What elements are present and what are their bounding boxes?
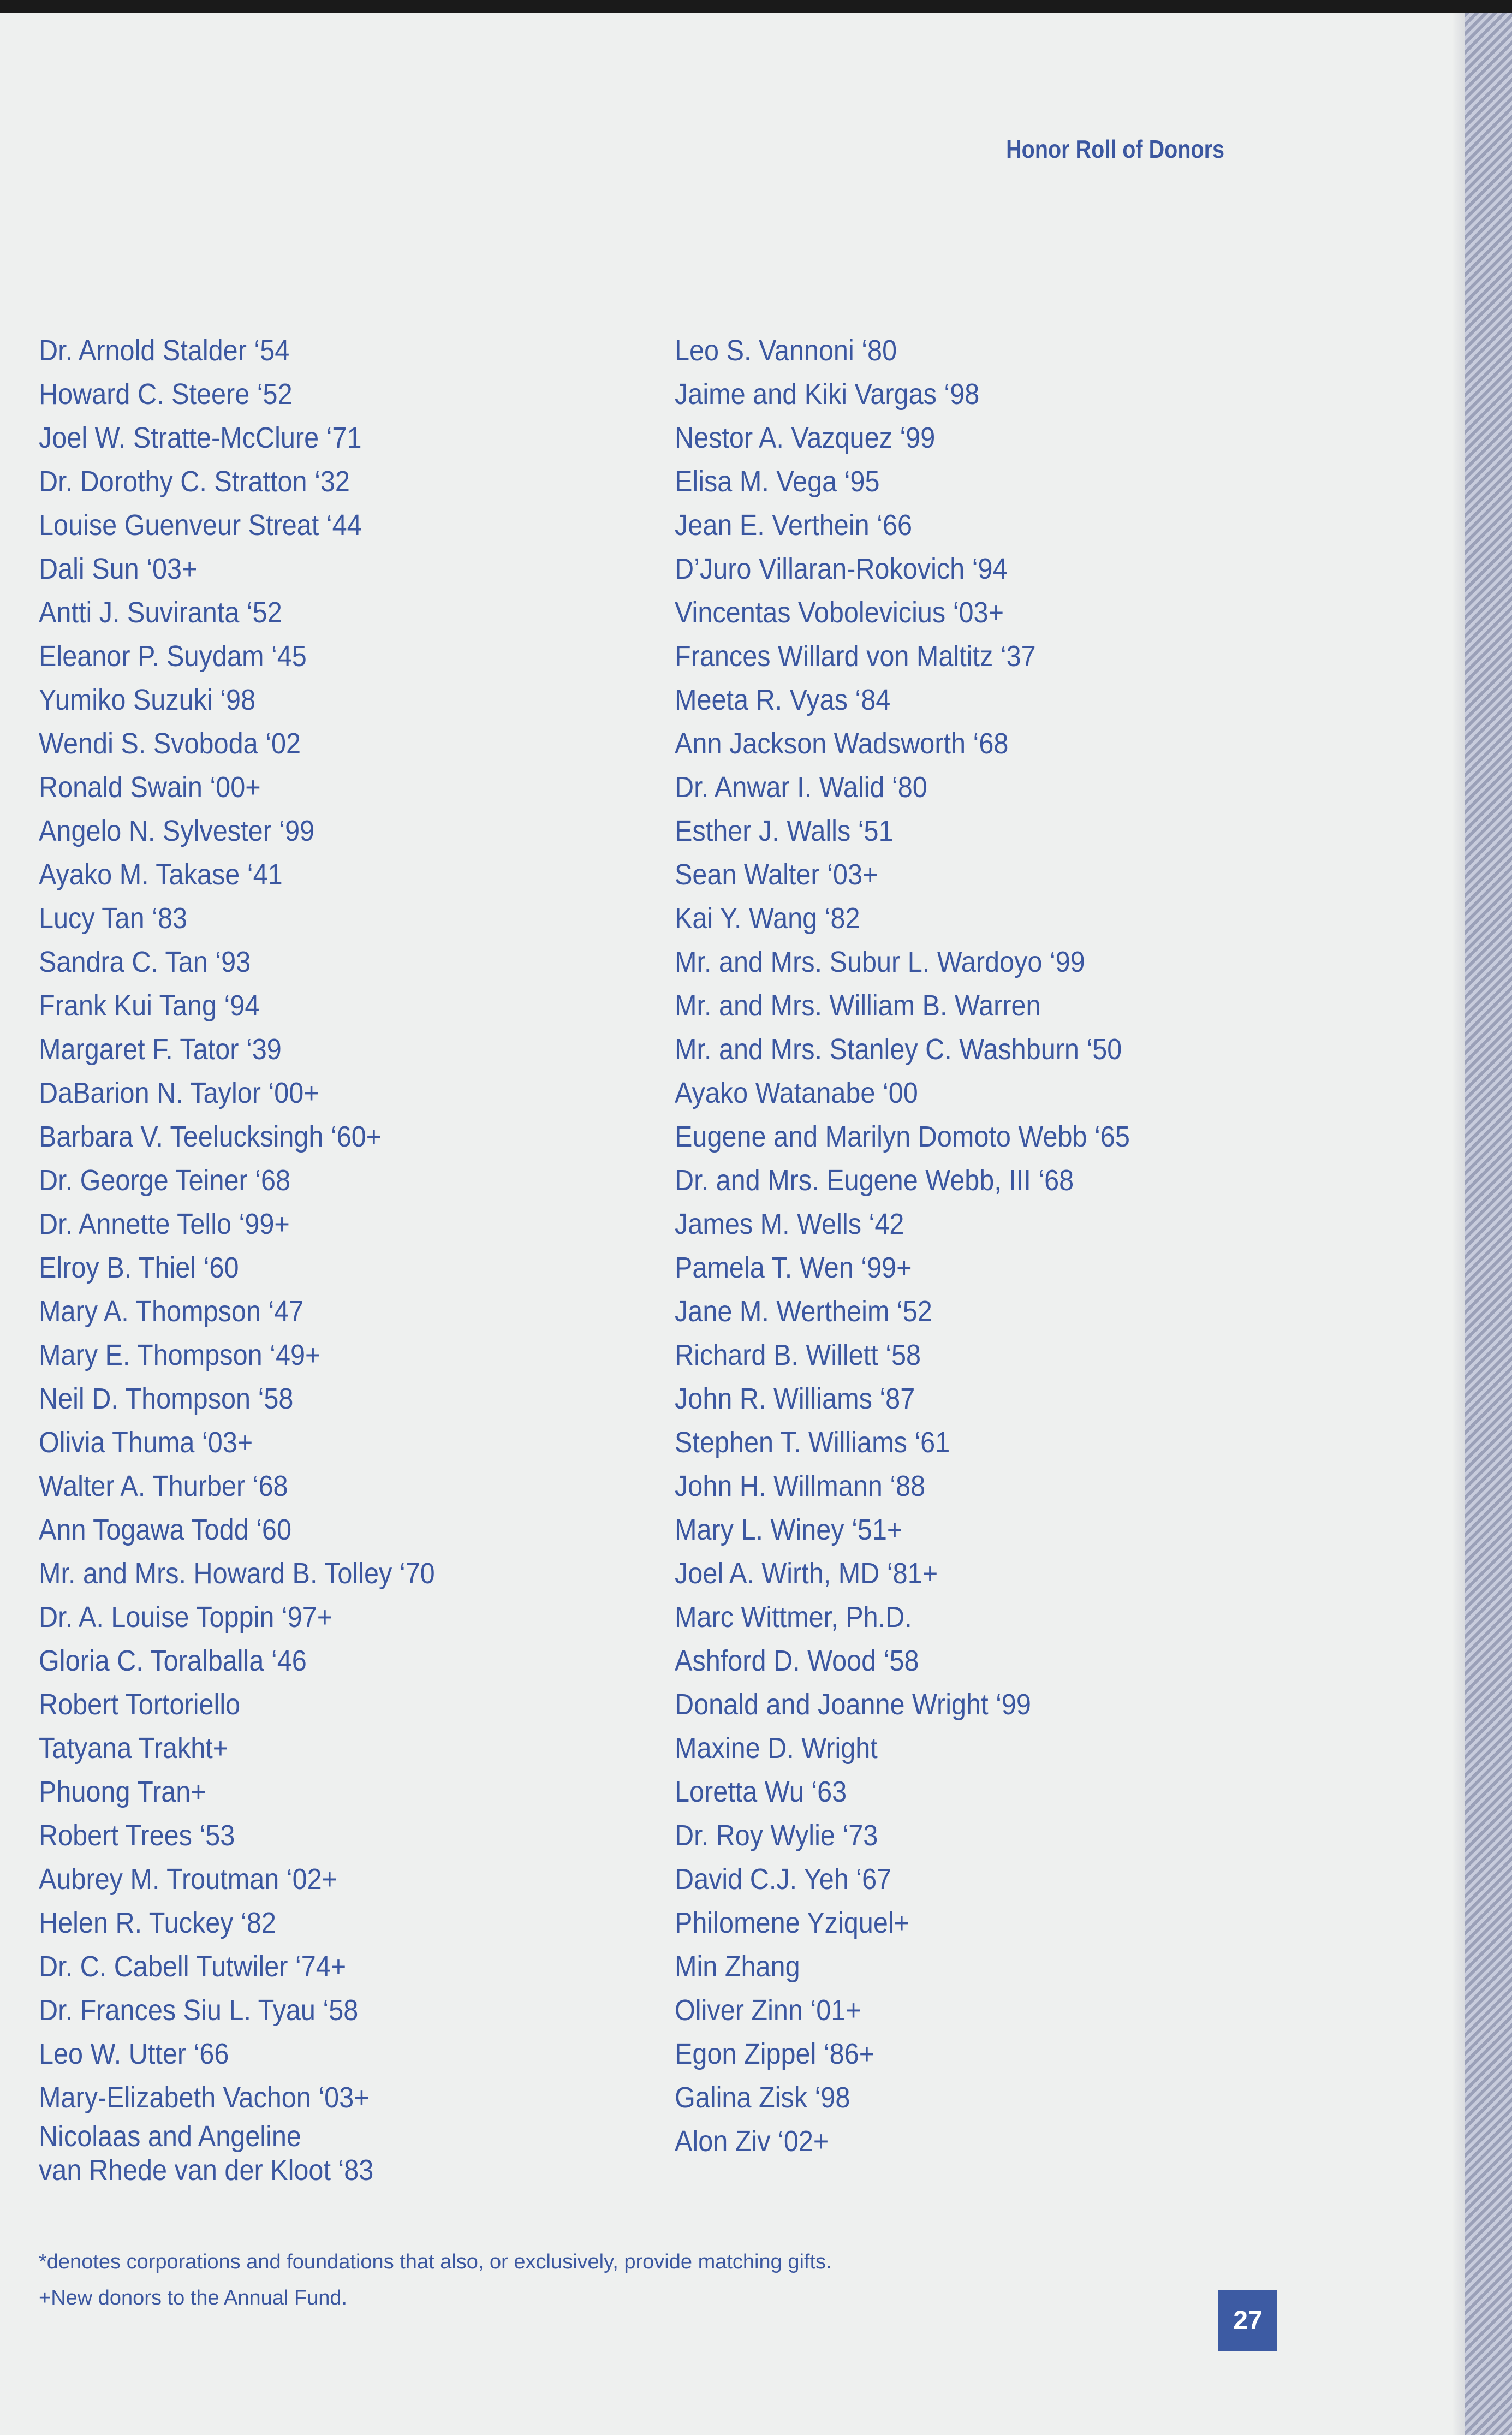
donor-name: Gloria C. Toralballa ‘46 bbox=[39, 1644, 307, 1677]
donor-name: Elisa M. Vega ‘95 bbox=[675, 465, 880, 498]
donor-name: John H. Willmann ‘88 bbox=[675, 1470, 926, 1502]
footnote-matching-gifts: *denotes corporations and foundations that also, or exclusively, provide matching gifts. bbox=[39, 2250, 832, 2273]
donor-name: Donald and Joanne Wright ‘99 bbox=[675, 1688, 1031, 1721]
donor-name: John R. Williams ‘87 bbox=[675, 1382, 915, 1415]
donor-name: Oliver Zinn ‘01+ bbox=[675, 1994, 861, 2027]
donor-name-line-1: Nicolaas and Angeline bbox=[39, 2120, 301, 2153]
donor-name: Neil D. Thompson ‘58 bbox=[39, 1382, 294, 1415]
document-page bbox=[0, 13, 1465, 2435]
donor-name: Angelo N. Sylvester ‘99 bbox=[39, 815, 315, 847]
donor-name: Ann Jackson Wadsworth ‘68 bbox=[675, 727, 1009, 760]
donor-name: Leo W. Utter ‘66 bbox=[39, 2038, 229, 2070]
donor-name: Louise Guenveur Streat ‘44 bbox=[39, 509, 362, 542]
footnote-new-donors: +New donors to the Annual Fund. bbox=[39, 2286, 348, 2309]
donor-name: Barbara V. Teelucksingh ‘60+ bbox=[39, 1120, 382, 1153]
donor-name: Tatyana Trakht+ bbox=[39, 1732, 229, 1765]
donor-name: Wendi S. Svoboda ‘02 bbox=[39, 727, 301, 760]
donor-name: Marc Wittmer, Ph.D. bbox=[675, 1601, 912, 1634]
donor-name: Dr. Dorothy C. Stratton ‘32 bbox=[39, 465, 350, 498]
donor-name: Aubrey M. Troutman ‘02+ bbox=[39, 1863, 338, 1896]
donor-name: Robert Trees ‘53 bbox=[39, 1819, 235, 1852]
donor-name: Stephen T. Williams ‘61 bbox=[675, 1426, 950, 1459]
donor-name: Dr. C. Cabell Tutwiler ‘74+ bbox=[39, 1950, 347, 1983]
donor-name: Elroy B. Thiel ‘60 bbox=[39, 1251, 239, 1284]
donor-name: Mr. and Mrs. Howard B. Tolley ‘70 bbox=[39, 1557, 435, 1590]
donor-name: Ayako M. Takase ‘41 bbox=[39, 858, 283, 891]
donor-name: Vincentas Vobolevicius ‘03+ bbox=[675, 596, 1004, 629]
donor-name: Maxine D. Wright bbox=[675, 1732, 878, 1765]
donor-name: Walter A. Thurber ‘68 bbox=[39, 1470, 288, 1502]
donor-name: Howard C. Steere ‘52 bbox=[39, 378, 293, 411]
donor-name: Mary E. Thompson ‘49+ bbox=[39, 1339, 321, 1371]
donor-name: Alon Ziv ‘02+ bbox=[675, 2125, 829, 2158]
donor-name bbox=[39, 2119, 481, 2188]
donor-name: Phuong Tran+ bbox=[39, 1775, 206, 1808]
donor-name: Eleanor P. Suydam ‘45 bbox=[39, 640, 307, 673]
donor-name: Mr. and Mrs. Stanley C. Washburn ‘50 bbox=[675, 1033, 1122, 1066]
donor-name-line-2: van Rhede van der Kloot ‘83 bbox=[39, 2154, 374, 2187]
donor-name: Jaime and Kiki Vargas ‘98 bbox=[675, 378, 980, 411]
footnotes bbox=[39, 2244, 832, 2316]
donor-name: Nestor A. Vazquez ‘99 bbox=[675, 421, 936, 454]
donor-name: Egon Zippel ‘86+ bbox=[675, 2038, 875, 2070]
donor-name: Ann Togawa Todd ‘60 bbox=[39, 1513, 291, 1546]
donor-name: Leo S. Vannoni ‘80 bbox=[675, 334, 897, 367]
donor-name: Ayako Watanabe ‘00 bbox=[675, 1077, 918, 1109]
donor-name: Jane M. Wertheim ‘52 bbox=[675, 1295, 932, 1328]
donor-name: Lucy Tan ‘83 bbox=[39, 902, 188, 935]
donor-name: Loretta Wu ‘63 bbox=[675, 1775, 847, 1808]
donor-name: Ashford D. Wood ‘58 bbox=[675, 1644, 919, 1677]
donor-name: Mr. and Mrs. Subur L. Wardoyo ‘99 bbox=[675, 946, 1085, 978]
donor-name: James M. Wells ‘42 bbox=[675, 1208, 904, 1240]
donor-name: Dr. A. Louise Toppin ‘97+ bbox=[39, 1601, 333, 1634]
donor-name: Philomene Yziquel+ bbox=[675, 1907, 910, 1939]
donor-name: Olivia Thuma ‘03+ bbox=[39, 1426, 253, 1459]
donor-name: DaBarion N. Taylor ‘00+ bbox=[39, 1077, 319, 1109]
donor-name: Esther J. Walls ‘51 bbox=[675, 815, 894, 847]
donor-name: Dali Sun ‘03+ bbox=[39, 553, 198, 585]
donor-name: Dr. Arnold Stalder ‘54 bbox=[39, 334, 290, 367]
donor-name: Joel W. Stratte-McClure ‘71 bbox=[39, 421, 362, 454]
donor-name: Mary A. Thompson ‘47 bbox=[39, 1295, 304, 1328]
donor-name: Dr. George Teiner ‘68 bbox=[39, 1164, 291, 1197]
donor-name: Dr. Anwar I. Walid ‘80 bbox=[675, 771, 927, 804]
donor-name: Mr. and Mrs. William B. Warren bbox=[675, 989, 1041, 1022]
donor-name: Joel A. Wirth, MD ‘81+ bbox=[675, 1557, 938, 1590]
donor-name: Ronald Swain ‘00+ bbox=[39, 771, 261, 804]
page-number-badge: 27 bbox=[1218, 2290, 1277, 2351]
book-spine-edge bbox=[1465, 13, 1512, 2435]
donor-name: Min Zhang bbox=[675, 1950, 800, 1983]
donor-name: David C.J. Yeh ‘67 bbox=[675, 1863, 892, 1896]
donor-list-right-column bbox=[675, 329, 1181, 2163]
donor-name: Eugene and Marilyn Domoto Webb ‘65 bbox=[675, 1120, 1130, 1153]
donor-name: Mary-Elizabeth Vachon ‘03+ bbox=[39, 2081, 370, 2114]
donor-name: Frank Kui Tang ‘94 bbox=[39, 989, 260, 1022]
donor-name: Richard B. Willett ‘58 bbox=[675, 1339, 921, 1371]
donor-name: Pamela T. Wen ‘99+ bbox=[675, 1251, 912, 1284]
donor-name: Dr. Roy Wylie ‘73 bbox=[675, 1819, 878, 1852]
donor-name: Frances Willard von Maltitz ‘37 bbox=[675, 640, 1036, 673]
donor-name: Antti J. Suviranta ‘52 bbox=[39, 596, 282, 629]
donor-name: Helen R. Tuckey ‘82 bbox=[39, 1907, 276, 1939]
donor-name: Meeta R. Vyas ‘84 bbox=[675, 684, 891, 716]
donor-name: Mary L. Winey ‘51+ bbox=[675, 1513, 903, 1546]
donor-name: Galina Zisk ‘98 bbox=[675, 2081, 850, 2114]
page-header-title: Honor Roll of Donors bbox=[1006, 135, 1224, 163]
donor-name: D’Juro Villaran-Rokovich ‘94 bbox=[675, 553, 1008, 585]
donor-name: Dr. Frances Siu L. Tyau ‘58 bbox=[39, 1994, 359, 2027]
donor-name: Kai Y. Wang ‘82 bbox=[675, 902, 860, 935]
donor-name: Robert Tortoriello bbox=[39, 1688, 241, 1721]
donor-name: Jean E. Verthein ‘66 bbox=[675, 509, 913, 542]
donor-list-left-column bbox=[39, 329, 530, 2188]
donor-name: Sandra C. Tan ‘93 bbox=[39, 946, 251, 978]
donor-name: Dr. Annette Tello ‘99+ bbox=[39, 1208, 290, 1240]
donor-name: Dr. and Mrs. Eugene Webb, III ‘68 bbox=[675, 1164, 1074, 1197]
donor-name: Margaret F. Tator ‘39 bbox=[39, 1033, 282, 1066]
donor-name: Yumiko Suzuki ‘98 bbox=[39, 684, 256, 716]
donor-name: Sean Walter ‘03+ bbox=[675, 858, 878, 891]
